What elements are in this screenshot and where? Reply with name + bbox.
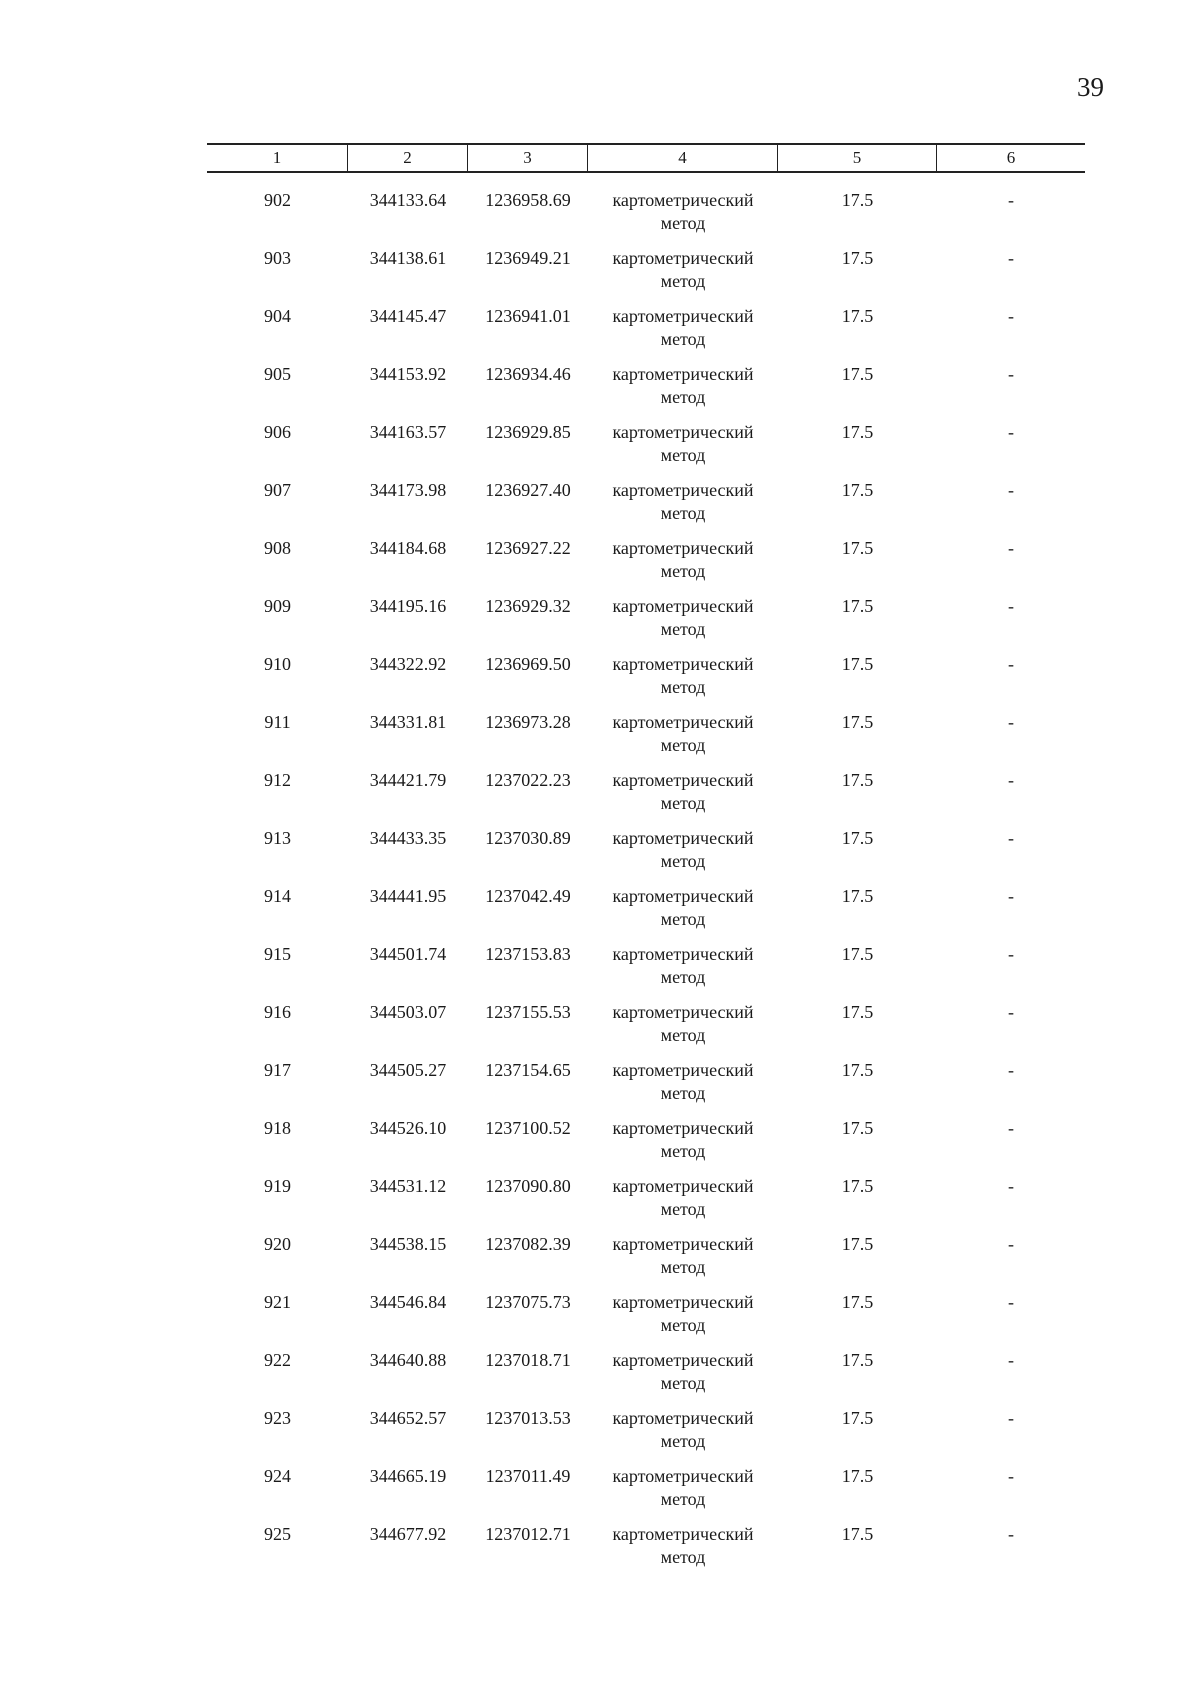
table-row <box>207 592 1085 650</box>
table-body <box>207 186 1085 1578</box>
cell-point-number: 912 <box>264 770 291 790</box>
cell-x-coordinate: 344184.68 <box>369 538 447 558</box>
table-row <box>207 998 1085 1056</box>
cell-accuracy: 17.5 <box>841 770 874 790</box>
page-number: 39 <box>1077 72 1104 102</box>
cell-point-number: 920 <box>264 1234 291 1254</box>
cell-x-coordinate: 344640.88 <box>369 1350 447 1370</box>
cell-note: - <box>1008 1234 1014 1254</box>
cell-method: картометрический метод <box>612 190 754 233</box>
cell-accuracy: 17.5 <box>841 1234 874 1254</box>
cell-point-number: 907 <box>264 480 291 500</box>
cell-y-coordinate: 1237022.23 <box>485 770 571 790</box>
cell-y-coordinate: 1237075.73 <box>485 1292 571 1312</box>
cell-point-number: 919 <box>264 1176 291 1196</box>
cell-y-coordinate: 1237153.83 <box>485 944 571 964</box>
cell-accuracy: 17.5 <box>841 596 874 616</box>
cell-note: - <box>1008 1350 1014 1370</box>
table-row <box>207 882 1085 940</box>
cell-y-coordinate: 1237030.89 <box>485 828 571 848</box>
cell-point-number: 903 <box>264 248 291 268</box>
cell-y-coordinate: 1237012.71 <box>485 1524 571 1544</box>
cell-note: - <box>1008 1466 1014 1486</box>
table-row <box>207 476 1085 534</box>
table-row <box>207 1230 1085 1288</box>
cell-accuracy: 17.5 <box>841 364 874 384</box>
cell-x-coordinate: 344531.12 <box>369 1176 447 1196</box>
cell-y-coordinate: 1236929.85 <box>485 422 571 442</box>
table-row <box>207 302 1085 360</box>
table-header <box>207 143 1085 173</box>
cell-point-number: 902 <box>264 190 291 210</box>
cell-method: картометрический метод <box>612 1408 754 1451</box>
cell-x-coordinate: 344153.92 <box>369 364 447 384</box>
cell-accuracy: 17.5 <box>841 1292 874 1312</box>
cell-accuracy: 17.5 <box>841 248 874 268</box>
cell-x-coordinate: 344546.84 <box>369 1292 447 1312</box>
cell-x-coordinate: 344505.27 <box>369 1060 447 1080</box>
cell-method: картометрический метод <box>612 1234 754 1277</box>
cell-point-number: 918 <box>264 1118 291 1138</box>
cell-x-coordinate: 344173.98 <box>369 480 447 500</box>
cell-y-coordinate: 1237154.65 <box>485 1060 571 1080</box>
cell-y-coordinate: 1237011.49 <box>485 1466 571 1486</box>
cell-note: - <box>1008 306 1014 326</box>
table-row <box>207 1056 1085 1114</box>
cell-method: картометрический метод <box>612 1176 754 1219</box>
cell-accuracy: 17.5 <box>841 422 874 442</box>
table-row <box>207 708 1085 766</box>
table-row <box>207 1288 1085 1346</box>
cell-accuracy: 17.5 <box>841 886 874 906</box>
cell-accuracy: 17.5 <box>841 654 874 674</box>
table-row <box>207 186 1085 244</box>
cell-accuracy: 17.5 <box>841 1002 874 1022</box>
cell-method: картометрический метод <box>612 248 754 291</box>
cell-point-number: 921 <box>264 1292 291 1312</box>
cell-note: - <box>1008 944 1014 964</box>
header-cell-3: 3 <box>468 145 588 171</box>
cell-method: картометрический метод <box>612 364 754 407</box>
cell-x-coordinate: 344421.79 <box>369 770 447 790</box>
cell-note: - <box>1008 828 1014 848</box>
cell-method: картометрический метод <box>612 1060 754 1103</box>
cell-point-number: 905 <box>264 364 291 384</box>
cell-accuracy: 17.5 <box>841 190 874 210</box>
cell-method: картометрический метод <box>612 1118 754 1161</box>
cell-method: картометрический метод <box>612 1466 754 1509</box>
cell-note: - <box>1008 364 1014 384</box>
table-row <box>207 1520 1085 1578</box>
cell-accuracy: 17.5 <box>841 712 874 732</box>
cell-point-number: 911 <box>264 712 291 732</box>
cell-note: - <box>1008 1118 1014 1138</box>
cell-y-coordinate: 1237100.52 <box>485 1118 571 1138</box>
cell-method: картометрический метод <box>612 422 754 465</box>
table-row <box>207 1346 1085 1404</box>
cell-note: - <box>1008 1060 1014 1080</box>
cell-point-number: 925 <box>264 1524 291 1544</box>
cell-point-number: 906 <box>264 422 291 442</box>
header-cell-5: 5 <box>778 145 937 171</box>
cell-accuracy: 17.5 <box>841 1408 874 1428</box>
table-row <box>207 1462 1085 1520</box>
cell-point-number: 913 <box>264 828 291 848</box>
table-row <box>207 1172 1085 1230</box>
cell-point-number: 904 <box>264 306 291 326</box>
cell-accuracy: 17.5 <box>841 1118 874 1138</box>
cell-method: картометрический метод <box>612 480 754 523</box>
cell-method: картометрический метод <box>612 654 754 697</box>
cell-note: - <box>1008 886 1014 906</box>
cell-accuracy: 17.5 <box>841 306 874 326</box>
cell-point-number: 922 <box>264 1350 291 1370</box>
cell-method: картометрический метод <box>612 596 754 639</box>
cell-accuracy: 17.5 <box>841 538 874 558</box>
cell-method: картометрический метод <box>612 1524 754 1567</box>
cell-y-coordinate: 1236929.32 <box>485 596 571 616</box>
table-row <box>207 650 1085 708</box>
table-row <box>207 940 1085 998</box>
table-row <box>207 360 1085 418</box>
cell-x-coordinate: 344331.81 <box>369 712 447 732</box>
cell-accuracy: 17.5 <box>841 1060 874 1080</box>
cell-x-coordinate: 344145.47 <box>369 306 447 326</box>
cell-y-coordinate: 1237042.49 <box>485 886 571 906</box>
cell-note: - <box>1008 1002 1014 1022</box>
cell-method: картометрический метод <box>612 886 754 929</box>
cell-note: - <box>1008 190 1014 210</box>
cell-x-coordinate: 344665.19 <box>369 1466 447 1486</box>
cell-point-number: 915 <box>264 944 291 964</box>
cell-accuracy: 17.5 <box>841 828 874 848</box>
cell-note: - <box>1008 596 1014 616</box>
cell-point-number: 917 <box>264 1060 291 1080</box>
cell-x-coordinate: 344433.35 <box>369 828 447 848</box>
cell-y-coordinate: 1237155.53 <box>485 1002 571 1022</box>
table-row <box>207 1114 1085 1172</box>
cell-x-coordinate: 344538.15 <box>369 1234 447 1254</box>
cell-note: - <box>1008 1176 1014 1196</box>
cell-point-number: 914 <box>264 886 291 906</box>
cell-note: - <box>1008 422 1014 442</box>
cell-y-coordinate: 1236934.46 <box>485 364 571 384</box>
table-row <box>207 534 1085 592</box>
cell-x-coordinate: 344441.95 <box>369 886 447 906</box>
cell-method: картометрический метод <box>612 306 754 349</box>
cell-method: картометрический метод <box>612 1292 754 1335</box>
cell-note: - <box>1008 712 1014 732</box>
cell-x-coordinate: 344195.16 <box>369 596 447 616</box>
cell-x-coordinate: 344526.10 <box>369 1118 447 1138</box>
cell-y-coordinate: 1237013.53 <box>485 1408 571 1428</box>
cell-point-number: 910 <box>264 654 291 674</box>
table-row <box>207 244 1085 302</box>
table-row <box>207 1404 1085 1462</box>
header-cell-6: 6 <box>1006 148 1016 167</box>
cell-method: картометрический метод <box>612 1350 754 1393</box>
cell-y-coordinate: 1237082.39 <box>485 1234 571 1254</box>
cell-y-coordinate: 1236973.28 <box>485 712 571 732</box>
cell-method: картометрический метод <box>612 944 754 987</box>
cell-note: - <box>1008 1408 1014 1428</box>
cell-note: - <box>1008 480 1014 500</box>
cell-note: - <box>1008 1524 1014 1544</box>
cell-x-coordinate: 344503.07 <box>369 1002 447 1022</box>
cell-point-number: 924 <box>264 1466 291 1486</box>
cell-x-coordinate: 344677.92 <box>369 1524 447 1544</box>
cell-y-coordinate: 1237018.71 <box>485 1350 571 1370</box>
cell-x-coordinate: 344652.57 <box>369 1408 447 1428</box>
cell-x-coordinate: 344163.57 <box>369 422 447 442</box>
cell-y-coordinate: 1236949.21 <box>485 248 571 268</box>
header-cell-2: 2 <box>348 145 468 171</box>
cell-method: картометрический метод <box>612 1002 754 1045</box>
cell-point-number: 916 <box>264 1002 291 1022</box>
cell-point-number: 908 <box>264 538 291 558</box>
cell-y-coordinate: 1236927.22 <box>485 538 571 558</box>
cell-y-coordinate: 1236958.69 <box>485 190 571 210</box>
cell-x-coordinate: 344322.92 <box>369 654 447 674</box>
table-row <box>207 766 1085 824</box>
cell-y-coordinate: 1237090.80 <box>485 1176 571 1196</box>
cell-accuracy: 17.5 <box>841 1524 874 1544</box>
header-cell-1: 1 <box>207 145 348 171</box>
cell-note: - <box>1008 538 1014 558</box>
cell-x-coordinate: 344133.64 <box>369 190 447 210</box>
cell-accuracy: 17.5 <box>841 1466 874 1486</box>
cell-point-number: 909 <box>264 596 291 616</box>
cell-method: картометрический метод <box>612 828 754 871</box>
table-row <box>207 824 1085 882</box>
cell-y-coordinate: 1236941.01 <box>485 306 571 326</box>
cell-y-coordinate: 1236927.40 <box>485 480 571 500</box>
cell-method: картометрический метод <box>612 712 754 755</box>
cell-method: картометрический метод <box>612 538 754 581</box>
cell-method: картометрический метод <box>612 770 754 813</box>
cell-x-coordinate: 344138.61 <box>369 248 447 268</box>
table-row <box>207 418 1085 476</box>
header-cell-4: 4 <box>588 145 778 171</box>
cell-accuracy: 17.5 <box>841 1176 874 1196</box>
cell-note: - <box>1008 770 1014 790</box>
cell-point-number: 923 <box>264 1408 291 1428</box>
cell-note: - <box>1008 248 1014 268</box>
cell-note: - <box>1008 654 1014 674</box>
cell-y-coordinate: 1236969.50 <box>485 654 571 674</box>
cell-accuracy: 17.5 <box>841 1350 874 1370</box>
cell-accuracy: 17.5 <box>841 944 874 964</box>
cell-note: - <box>1008 1292 1014 1312</box>
cell-accuracy: 17.5 <box>841 480 874 500</box>
cell-x-coordinate: 344501.74 <box>369 944 447 964</box>
